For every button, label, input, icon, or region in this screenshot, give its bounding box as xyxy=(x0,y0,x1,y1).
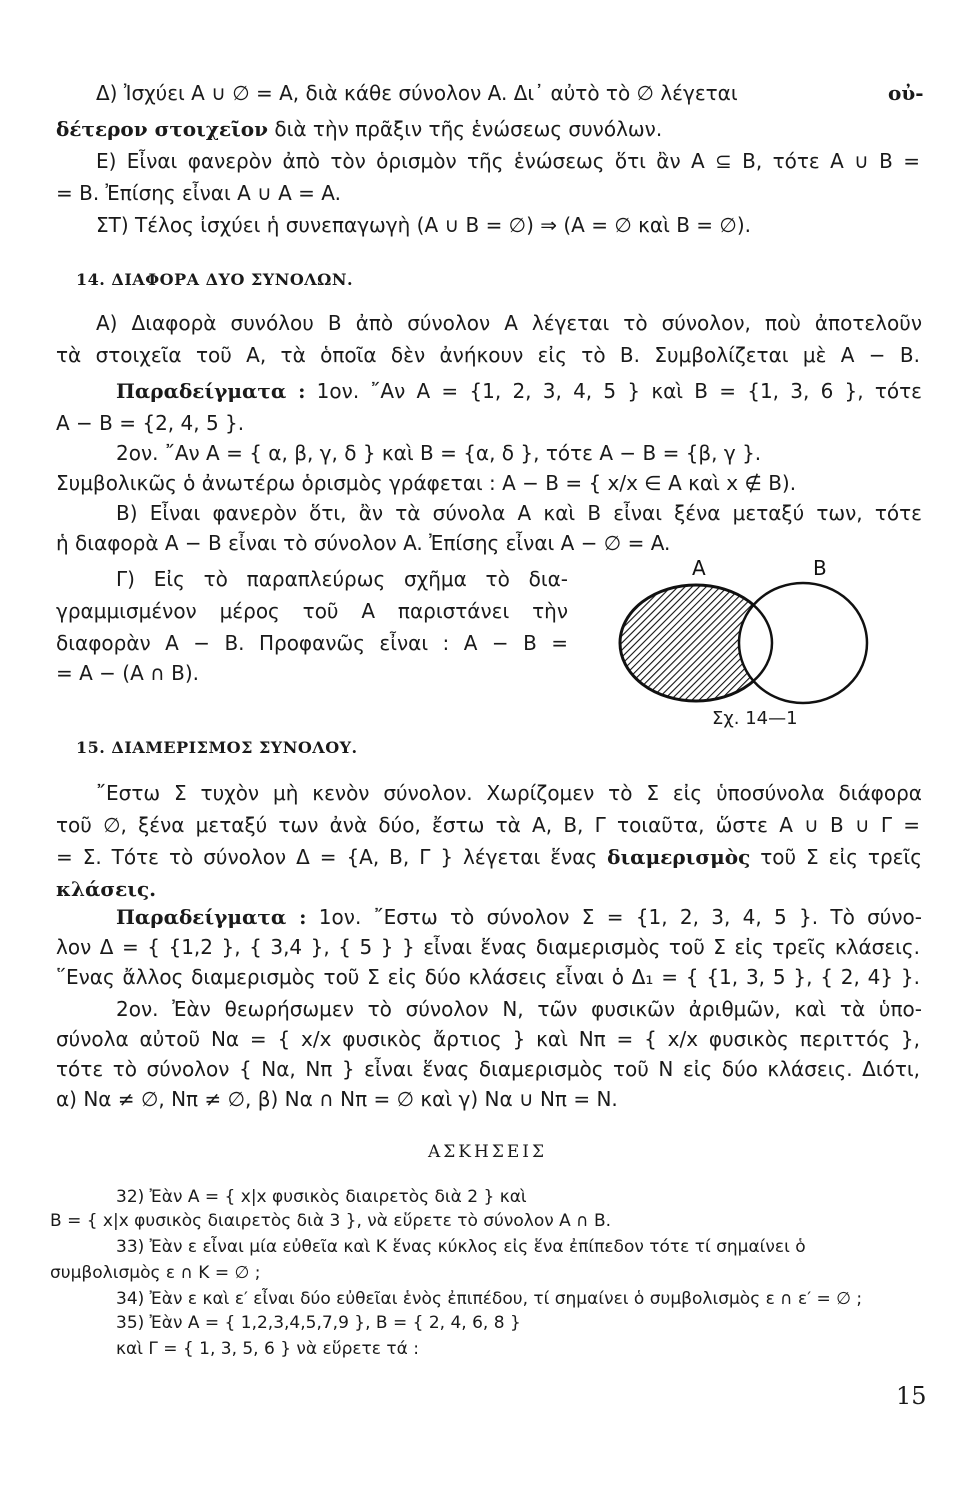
text-segment: τοῦ Σ εἰς τρεῖς xyxy=(750,845,922,869)
text-segment: 1ον. ῎Εστω τὸ σύνολον Σ = {1, 2, 3, 4, 5 }. Τὸ σύνο- xyxy=(306,905,922,929)
text-bold-segment: διαμερισμὸς xyxy=(607,845,751,869)
text-line: A) Διαφορὰ συνόλου B ἀπὸ σύνολον A λέγεται τὸ σύνολον, ποὺ ἀποτελοῦν xyxy=(96,311,922,335)
text-line: διαφορὰν A − B. Προφανῶς εἶναι : A − B = xyxy=(56,631,568,655)
text-line: Γ) Εἰς τὸ παραπλεύρως σχῆμα τὸ δια- xyxy=(116,567,568,591)
section-heading-14: 14. ΔΙΑΦΟΡΑ ΔΥΟ ΣΥΝΟΛΩΝ. xyxy=(76,270,354,289)
text-line: σύνολα αὐτοῦ Nα = { x/x φυσικὸς ἄρτιος } καὶ Nπ = { x/x φυσικὸς περιττός }, xyxy=(56,1027,920,1051)
exercise-35: 35) Ἐὰν A = { 1,2,3,4,5,7,9 }, B = { 2, 4, 6, 8 } xyxy=(116,1313,521,1333)
set-a-label: A xyxy=(692,556,706,580)
figure-caption: Σχ. 14—1 xyxy=(712,708,798,729)
text-line: E) Εἶναι φανερὸν ἀπὸ τὸν ὁρισμὸν τῆς ἑνώσεως ὅτι ἂν A ⊆ B, τότε A ∪ B = xyxy=(96,149,920,173)
text-line: α) Nα ≠ ∅, Nπ ≠ ∅, β) Nα ∩ Nπ = ∅ καὶ γ) Nα ∪ Nπ = N. xyxy=(56,1087,618,1111)
text-line xyxy=(116,378,922,404)
exercise-34: 34) Ἐὰν ε καὶ ε′ εἶναι δύο εὐθεῖαι ἑνὸς ἐπιπέδου, τί σημαίνει ὁ συμβολισμὸς ε ∩ ε′ = ∅ ; xyxy=(116,1289,863,1309)
text-segment: διὰ τὴν πρᾶξιν τῆς ἑνώσεως συνόλων. xyxy=(268,117,663,141)
text-line: 2ον. ῎Αν A = { α, β, γ, δ } καὶ B = {α, δ }, τότε A − B = {β, γ }. xyxy=(116,441,762,465)
text-line xyxy=(56,844,922,870)
exercise-32: 32) Ἐὰν A = { x|x φυσικὸς διαιρετὸς διὰ 2 } καὶ xyxy=(116,1187,527,1207)
text-line: λον Δ = { {1,2 }, { 3,4 }, { 5 } } εἶναι ἕνας διαμερισμὸς τοῦ Σ εἰς τρεῖς κλάσεις. xyxy=(56,935,920,959)
text-bold-segment: Παραδείγματα : xyxy=(116,379,306,403)
exercise-33-cont: συμβολισμὸς ε ∩ K = ∅ ; xyxy=(50,1263,261,1283)
exercise-35-cont: καὶ Γ = { 1, 3, 5, 6 } νὰ εὕρετε τά : xyxy=(116,1339,419,1359)
set-b-label: B xyxy=(813,556,827,580)
text-line: γραμμισμένον μέρος τοῦ A παριστάνει τὴν xyxy=(56,599,568,623)
section-heading-15: 15. ΔΙΑΜΕΡΙΣΜΟΣ ΣΥΝΟΛΟΥ. xyxy=(76,738,358,757)
text-line: Συμβολικῶς ὁ ἀνωτέρω ὁρισμὸς γράφεται : A − B = { x/x ∈ A καὶ x ∉ B). xyxy=(56,471,797,495)
text-bold-segment: κλάσεις. xyxy=(56,877,157,901)
text-line: τὰ στοιχεῖα τοῦ A, τὰ ὁποῖα δὲν ἀνήκουν εἰς τὸ B. Συμβολίζεται μὲ A − B. xyxy=(56,343,920,367)
text-line xyxy=(56,116,662,142)
text-line: ῎Εστω Σ τυχὸν μὴ κενὸν σύνολον. Χωρίζομεν τὸ Σ εἰς ὑποσύνολα διάφορα xyxy=(96,781,922,805)
text-bold-segment: οὐ- xyxy=(888,81,924,105)
text-line: 2ον. Ἐὰν θεωρήσωμεν τὸ σύνολον N, τῶν φυσικῶν ἀριθμῶν, καὶ τὰ ὑπο- xyxy=(116,997,922,1021)
text-line: τότε τὸ σύνολον { Nα, Nπ } εἶναι ἕνας διαμερισμὸς τοῦ N εἰς δύο κλάσεις. Διότι, xyxy=(56,1057,920,1081)
set-b-circle xyxy=(739,583,867,703)
text-line: = B. Ἐπίσης εἶναι A ∪ A = A. xyxy=(56,181,341,205)
text-line: ῞Ενας ἄλλος διαμερισμὸς τοῦ Σ εἰς δύο κλάσεις εἶναι ὁ Δ₁ = { {1, 3, 5 }, { 2, 4} }. xyxy=(56,965,920,989)
page-number: 15 xyxy=(896,1382,927,1410)
text-line: ΣΤ) Τέλος ἰσχύει ἡ συνεπαγωγὴ (A ∪ B = ∅) ⇒ (A = ∅ καὶ B = ∅). xyxy=(96,213,751,237)
text-line xyxy=(96,80,738,106)
text-segment: = Σ. Τότε τὸ σύνολον Δ = {A, B, Γ } λέγεται ἕνας xyxy=(56,845,598,869)
exercise-32-cont: B = { x|x φυσικὸς διαιρετὸς διὰ 3 }, νὰ εὕρετε τὸ σύνολον A ∩ B. xyxy=(50,1211,612,1231)
text-line: ἡ διαφορὰ A − B εἶναι τὸ σύνολον A. Ἐπίσης εἶναι A − ∅ = A. xyxy=(56,531,671,555)
text-line xyxy=(116,904,922,930)
text-line: = A − (A ∩ B). xyxy=(56,661,199,685)
exercise-33: 33) Ἐὰν ε εἶναι μία εὐθεῖα καὶ K ἕνας κύκλος εἰς ἕνα ἐπίπεδον τότε τί σημαίνει ὁ xyxy=(116,1237,806,1257)
text-bold-segment: Παραδείγματα : xyxy=(116,905,307,929)
text-segment: Δ) Ἰσχύει A ∪ ∅ = A, διὰ κάθε σύνολον A. Δι᾿ αὐτὸ τὸ ∅ λέγεται xyxy=(96,81,738,105)
text-line: A − B = {2, 4, 5 }. xyxy=(56,411,245,435)
text-line: B) Εἶναι φανερὸν ὅτι, ἂν τὰ σύνολα A καὶ B εἶναι ξένα μεταξύ των, τότε xyxy=(116,501,922,525)
exercises-title: ΑΣΚΗΣΕΙΣ xyxy=(428,1142,547,1162)
text-bold-segment: δέτερον στοιχεῖον xyxy=(56,117,269,141)
text-segment: 1ον. ῎Αν A = {1, 2, 3, 4, 5 } καὶ B = {1, 3, 6 }, τότε xyxy=(305,379,922,403)
text-line: τοῦ ∅, ξένα μεταξύ των ἀνὰ δύο, ἔστω τὰ A, B, Γ τοιαῦτα, ὥστε A ∪ B ∪ Γ = xyxy=(56,813,920,837)
